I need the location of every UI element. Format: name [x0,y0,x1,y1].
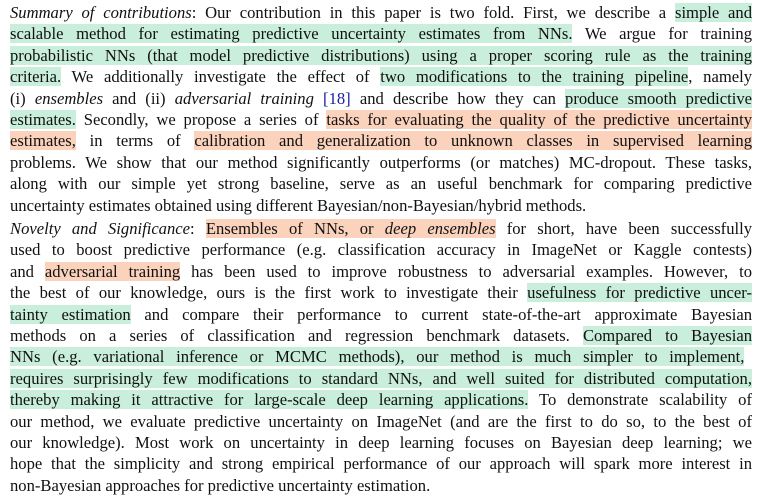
text-line [10,152,752,173]
text-segment: hope that the simplicity and strong empirical performance of our approach will spark more interest in [10,454,752,474]
text-line [10,325,752,346]
text-segment: has been used to improve robustness to adversarial examples. However, to [180,261,752,281]
text-line [10,218,752,239]
orange-highlight: adversarial training [44,261,181,281]
text-line [10,368,752,389]
text-segment: We additionally investigate the effect of [61,67,381,87]
green-highlight: criteria. [10,67,62,87]
text-segment: methods on a series of classification and regression benchmark datasets. [10,325,583,345]
text-segment: Novelty and Significance [10,219,191,238]
green-highlight: usefulness for predictive uncer- [527,283,752,303]
text-line [10,130,752,151]
text-segment: our knowledge). Most work on uncertainty in deep learning focuses on Bayesian deep learning; we [10,432,752,452]
green-highlight: estimates. [10,109,76,129]
text-line [10,23,752,44]
orange-highlight: calibration and generalization to unknown classes in supervised learning [194,131,752,151]
text-line [10,2,752,23]
green-highlight: simple and [674,3,753,22]
green-highlight: requires surprisingly few modifications to standard NNs, and well suited for distributed computation, [10,368,752,388]
orange-highlight: Ensembles of NNs, or [205,219,385,238]
orange-highlight: deep ensembles [384,219,496,238]
text-segment: problems. We show that our method significantly outperforms (or matches) MC-dropout. These tasks, [10,152,753,172]
text-segment: Summary of contributions [10,3,192,22]
text-segment: We argue for training [572,24,752,44]
text-segment: adversarial training [174,88,314,108]
green-highlight: NNs (e.g. variational inference or MCMC methods), our method is much simpler to implement, [10,347,745,367]
text-segment: non-Bayesian approaches for predictive uncertainty estimation. [10,475,431,495]
text-line [10,389,752,410]
text-segment: uncertainty estimates obtained using different Bayesian/non-Bayesian/hybrid methods. [10,195,587,215]
text-segment: and describe how they can [350,88,566,108]
text-line [10,475,752,496]
text-segment: used to boost predictive performance (e.g. classification accuracy in ImageNet or Kaggle contests) [10,240,752,260]
green-highlight: thereby making it attractive for large-scale deep learning applications. [10,390,529,410]
text-segment: : [190,219,206,238]
text-line [10,66,752,87]
novelty-and-significance-paragraph [10,218,752,496]
text-segment: (i) [10,88,35,108]
orange-highlight: estimates, [10,131,76,151]
text-segment [314,89,323,108]
text-segment: along with our simple yet strong baseline, serve as an useful benchmark for comparing predictive [10,174,752,194]
text-segment: our method, we evaluate predictive uncertainty on ImageNet (and are the first to do so, to the best of [10,411,752,431]
text-segment: : Our contribution in this paper is two fold. First, we describe a [191,3,675,22]
green-highlight: two modifications to the training pipeline [380,67,689,87]
text-line [10,239,752,260]
text-segment: and [10,261,45,281]
text-line [10,173,752,194]
text-line [10,109,752,130]
text-segment: Secondly, we propose a series of [75,109,327,129]
text-line [10,453,752,474]
text-line [10,261,752,282]
text-segment: for short, have been successfully [495,219,753,238]
green-highlight: tainty estimation [10,304,131,324]
text-line [10,411,752,432]
citation-link[interactable]: [18] [323,88,351,108]
text-line [10,45,752,66]
text-segment: To demonstrate scalability of [528,390,752,410]
text-line [10,88,752,109]
text-line [10,432,752,453]
text-segment: ensembles [34,88,104,108]
orange-highlight: tasks for evaluating the quality of the predictive uncertainty [326,109,752,129]
text-segment: the best of our knowledge, ours is the first work to investigate their [10,283,528,303]
text-line [10,346,752,367]
green-highlight: probabilistic NNs (that model predictive distributions) using a proper scoring rule as the training [10,45,752,65]
green-highlight: produce smooth predictive [565,88,753,108]
text-segment: , namely [688,67,753,87]
text-line [10,304,752,325]
green-highlight: Compared to Bayesian [582,325,753,345]
summary-of-contributions-paragraph [10,2,752,216]
green-highlight: scalable method for estimating predictive uncertainty estimates from NNs. [10,24,573,44]
text-segment: and (ii) [103,88,175,108]
text-segment: and compare their performance to current state-of-the-art approximate Bayesian [130,304,752,324]
text-line [10,282,752,303]
text-line [10,195,752,216]
text-segment: in terms of [75,131,195,151]
